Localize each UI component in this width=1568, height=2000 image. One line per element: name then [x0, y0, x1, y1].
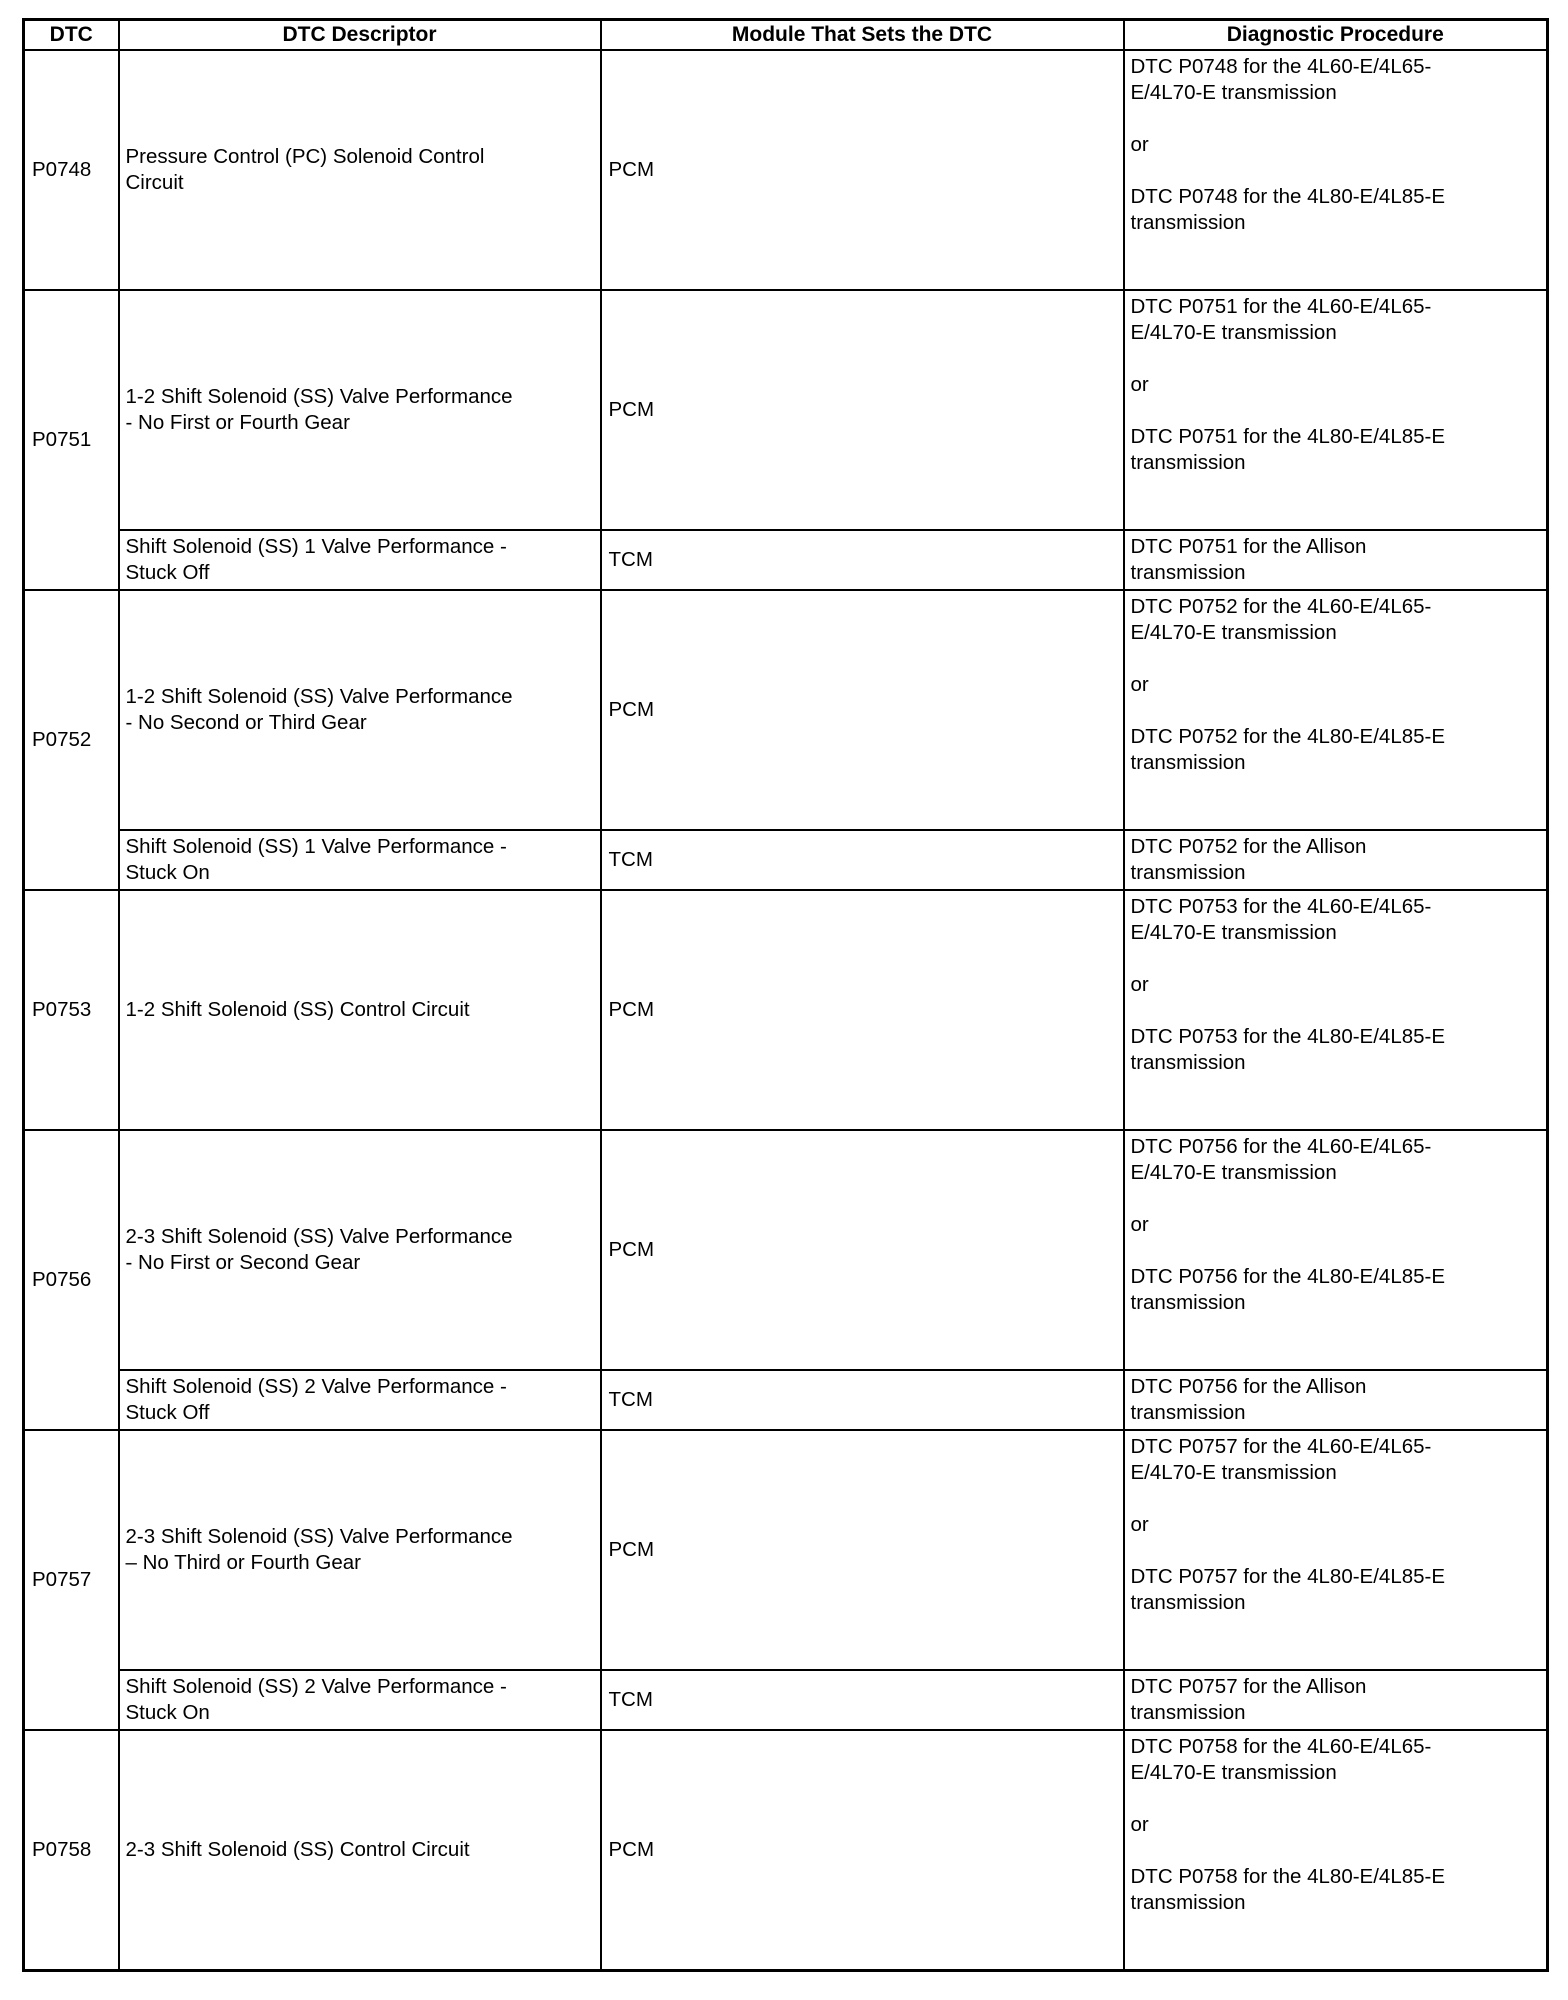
procedure-or-text: or [1130, 373, 1149, 396]
module-cell: TCM [601, 1370, 1124, 1430]
module-cell: PCM [601, 50, 1124, 290]
procedure-cell [1124, 830, 1548, 890]
procedure-paragraph: DTC P0756 for the 4L80-E/4L85-E transmission [1130, 1265, 1446, 1314]
dtc-code-cell: P0748 [24, 50, 119, 290]
dtc-row-sub [24, 1370, 1548, 1430]
procedure-paragraph: DTC P0753 for the 4L60-E/4L65-E/4L70-E transmission [1130, 895, 1432, 944]
dtc-row-sub [24, 1670, 1548, 1730]
header-dtc: DTC [24, 20, 119, 51]
procedure-cell [1124, 1430, 1548, 1670]
procedure-cell [1124, 590, 1548, 830]
header-module: Module That Sets the DTC [601, 20, 1124, 51]
dtc-row-main [24, 50, 1548, 290]
procedure-paragraph: DTC P0748 for the 4L60-E/4L65-E/4L70-E transmission [1130, 55, 1432, 104]
dtc-code-cell: P0751 [24, 290, 119, 590]
dtc-code-cell: P0758 [24, 1730, 119, 1970]
dtc-table-body [24, 50, 1548, 1970]
procedure-cell [1124, 890, 1548, 1130]
procedure-paragraph: DTC P0758 for the 4L80-E/4L85-E transmission [1130, 1865, 1446, 1914]
procedure-cell [1124, 1370, 1548, 1430]
dtc-code-cell: P0757 [24, 1430, 119, 1730]
dtc-row-main [24, 1730, 1548, 1970]
dtc-row-sub [24, 530, 1548, 590]
procedure-paragraph: DTC P0748 for the 4L80-E/4L85-E transmission [1130, 185, 1446, 234]
module-cell: PCM [601, 590, 1124, 830]
procedure-or-text: or [1130, 133, 1149, 156]
header-descriptor: DTC Descriptor [119, 20, 601, 51]
procedure-paragraph: DTC P0753 for the 4L80-E/4L85-E transmission [1130, 1025, 1446, 1074]
module-cell: PCM [601, 1730, 1124, 1970]
descriptor-cell: Shift Solenoid (SS) 2 Valve Performance - Stuck On [119, 1670, 601, 1730]
procedure-paragraph: DTC P0756 for the 4L60-E/4L65-E/4L70-E transmission [1130, 1135, 1432, 1184]
procedure-paragraph: DTC P0751 for the 4L60-E/4L65-E/4L70-E transmission [1130, 295, 1432, 344]
dtc-row-main [24, 290, 1548, 530]
procedure-paragraph: DTC P0756 for the Allison transmission [1130, 1375, 1367, 1424]
dtc-row-main [24, 590, 1548, 830]
module-cell: PCM [601, 290, 1124, 530]
module-cell: PCM [601, 1430, 1124, 1670]
procedure-or-text: or [1130, 673, 1149, 696]
procedure-cell [1124, 530, 1548, 590]
descriptor-cell: 2-3 Shift Solenoid (SS) Control Circuit [119, 1730, 601, 1970]
module-cell: TCM [601, 530, 1124, 590]
procedure-paragraph: DTC P0751 for the 4L80-E/4L85-E transmission [1130, 425, 1446, 474]
procedure-paragraph: DTC P0752 for the 4L60-E/4L65-E/4L70-E transmission [1130, 595, 1432, 644]
document-page [22, 18, 1546, 1972]
dtc-row-main [24, 1430, 1548, 1670]
dtc-code-cell: P0756 [24, 1130, 119, 1430]
module-cell: TCM [601, 830, 1124, 890]
procedure-or-text: or [1130, 1813, 1149, 1836]
procedure-cell [1124, 1670, 1548, 1730]
procedure-paragraph: DTC P0757 for the Allison transmission [1130, 1675, 1367, 1724]
dtc-row-main [24, 1130, 1548, 1370]
module-cell: TCM [601, 1670, 1124, 1730]
dtc-row-sub [24, 830, 1548, 890]
dtc-row-main [24, 890, 1548, 1130]
module-cell: PCM [601, 1130, 1124, 1370]
procedure-paragraph: DTC P0752 for the 4L80-E/4L85-E transmission [1130, 725, 1446, 774]
procedure-or-text: or [1130, 1513, 1149, 1536]
header-procedure: Diagnostic Procedure [1124, 20, 1548, 51]
procedure-paragraph: DTC P0752 for the Allison transmission [1130, 835, 1367, 884]
descriptor-cell: Pressure Control (PC) Solenoid Control Circuit [119, 50, 601, 290]
descriptor-cell: Shift Solenoid (SS) 1 Valve Performance - Stuck Off [119, 530, 601, 590]
procedure-cell [1124, 1130, 1548, 1370]
dtc-table [22, 18, 1549, 1972]
descriptor-cell: 1-2 Shift Solenoid (SS) Valve Performance - No First or Fourth Gear [119, 290, 601, 530]
header-row [24, 20, 1548, 51]
procedure-paragraph: DTC P0751 for the Allison transmission [1130, 535, 1367, 584]
dtc-code-cell: P0753 [24, 890, 119, 1130]
procedure-paragraph: DTC P0757 for the 4L60-E/4L65-E/4L70-E transmission [1130, 1435, 1432, 1484]
procedure-or-text: or [1130, 973, 1149, 996]
procedure-cell [1124, 290, 1548, 530]
dtc-table-header [24, 20, 1548, 51]
descriptor-cell: 1-2 Shift Solenoid (SS) Valve Performance - No Second or Third Gear [119, 590, 601, 830]
descriptor-cell: 1-2 Shift Solenoid (SS) Control Circuit [119, 890, 601, 1130]
descriptor-cell: Shift Solenoid (SS) 2 Valve Performance - Stuck Off [119, 1370, 601, 1430]
procedure-paragraph: DTC P0758 for the 4L60-E/4L65-E/4L70-E transmission [1130, 1735, 1432, 1784]
module-cell: PCM [601, 890, 1124, 1130]
procedure-cell [1124, 50, 1548, 290]
descriptor-cell: 2-3 Shift Solenoid (SS) Valve Performance - No First or Second Gear [119, 1130, 601, 1370]
descriptor-cell: 2-3 Shift Solenoid (SS) Valve Performance – No Third or Fourth Gear [119, 1430, 601, 1670]
procedure-paragraph: DTC P0757 for the 4L80-E/4L85-E transmission [1130, 1565, 1446, 1614]
dtc-code-cell: P0752 [24, 590, 119, 890]
procedure-or-text: or [1130, 1213, 1149, 1236]
procedure-cell [1124, 1730, 1548, 1970]
descriptor-cell: Shift Solenoid (SS) 1 Valve Performance - Stuck On [119, 830, 601, 890]
